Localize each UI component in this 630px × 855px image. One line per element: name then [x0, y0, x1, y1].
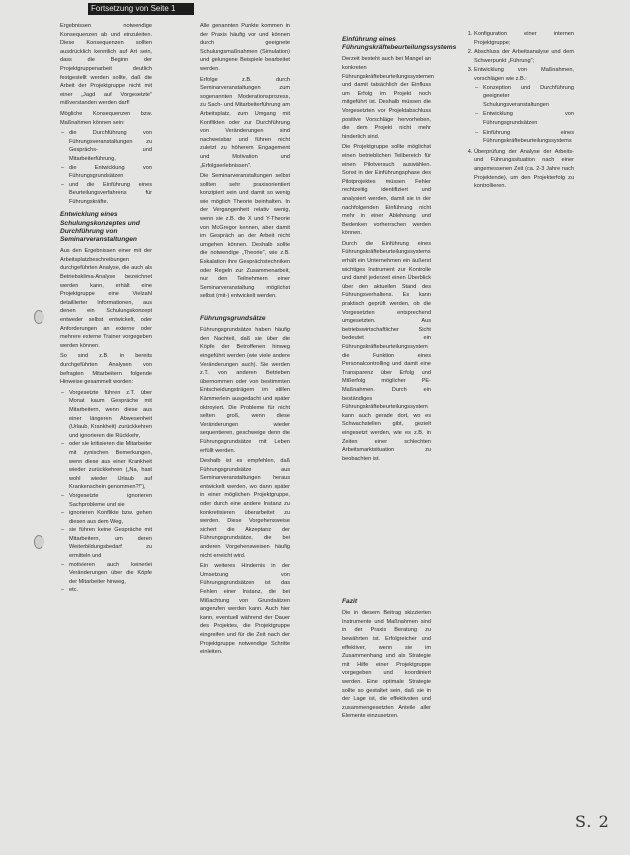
paragraph: Ein weiteres Hindernis in der Umsetzung von Führungsgrundsätzen ist das Fehlen einer Instanz, die bei Mißachtung von Grundsätzen angerufen werden kann. Auch hier kann, eventuell während der Dauer des Projektes, die Projektgruppe eingreifen und für die Zeit nach der Projektgruppe notwendige Schritte einleiten. [200, 563, 290, 656]
list-item: – Vorgesetzte führen z.T. über Monat kaum Gespräche mit Mitarbeitern, wenn diese aus einer längeren Abwesenheit (Urlaub, Krankheit) zurückkehren und ignorieren die Rückkehr, [69, 389, 152, 441]
section-heading: Führungsgrundsätze [200, 315, 266, 322]
paragraph: Führungsgrundsätze haben häufig den Nachteil, daß sie über die Köpfe der Betroffenen hinweg eingeführt werden (wie viele andere Veränderungen auch). Sie werden z.T. von anderen Betrieben übernommen oder von bestimmten Entscheidungsträgern im stillen Kämmerlein ausgedacht und später oktroyiert. Die Probleme für nicht selten groß, wenn diese Veränderungen wieder sequentieren, geschweige denn die Führungsgrundsätze mit Leben erfüllt werden. [200, 327, 290, 454]
list-item: – Vorgesetzte ignorieren Sachprobleme und sie [69, 492, 152, 509]
text-column-3-conclusion [342, 598, 431, 788]
list-item: 1. Konfiguration einer internen Projektgruppe; [474, 30, 574, 47]
paragraph: Die in diesem Beitrag skizzierten Instrumente und Maßnahmen sind in der Praxis Beratung zu bewährten ist. Erfolgreicher und effektiver, wenn sie im Zusammenhang und als Strategie mit Hilfe einer Projektgruppe vorgegeben und koordiniert werden. Eine optimale Strategie sollte so gestaltet sein, daß sie in der Lage ist, die effektivsten und zusammengesetzten Anteile aller Elemente einzusetzen. [342, 610, 431, 720]
section-heading: Einführung eines Führungskräftebeurteilungssystems [342, 36, 457, 52]
paragraph: Deshalb ist es empfehlen, daß Führungsgrundsätze aus Seminarveranstaltungen heraus entwickelt werden, wo dann später in einer möglichen Projektgruppe, oder durch eine andere Instanz zu konkretisieren überarbeitet zu werden. Diese Vorgehensweise sichert die Akzeptanz der Führungsgrundsätze, die bei anderen Vorgehensweisen häufig nicht erreicht wird. [200, 458, 290, 559]
paragraph: Mögliche Konsequenzen bzw. Maßnahmen können sein: [60, 110, 152, 126]
text-column-1 [60, 22, 152, 832]
paragraph: Aus den Ergebnissen einer mit der Arbeitsplatzbeschreibungen durchgeführten Analyse, die auch als Betriebsklima-Analyse bezeichnet werden kann, erhält eine Projektgruppe eine Vielzahl detaillierter Informationen, aus denen ein Schulungskonzept entweder selbst entwickelt, oder Anforderungen an externe oder mehrere externe Trainer vorgegeben werden können. [60, 248, 152, 349]
section-heading: Fazit [342, 598, 358, 605]
sub-list-item: – Entwicklung von Führungsgrundsätzen [483, 110, 574, 127]
page-number: S. 2 [575, 812, 610, 831]
continuation-header: Fortsetzung von Seite 1 [88, 3, 194, 15]
paragraph: So sind z.B. in bereits durchgeführten Analysen von befragten Mitarbeitern folgende Hinweise gesammelt worden: [60, 353, 152, 386]
list-item: – und die Einführung eines Beurteilungsverfahrens für Führungskräfte. [69, 181, 152, 207]
paragraph: Ergebnissen notwendige Konsequenzen ab und einzuleiten. Diese Konsequenzen sollten ausdrücklich kenntlich auf Art sein, dass die Beginn der Projektgruppenarbeit deutlich festgestellt werden sollte, daß die Arbeit der Projektgruppe nicht mit einer „Jagd auf Vorgesetzte" mißverstanden werden darf! [60, 23, 152, 107]
paragraph: Die Projektgruppe sollte möglichst einen betrieblichen Teilbereich für einen Pilotversuch auswählen. Sonst in der Einführungsphase des Pilotprojektes müssen Fehler rechtzeitig identifiziert und analysiert werden, damit sie in der nachfolgenden Einführung nicht mehr in einer Ablehnung und Bedenken vorherrschen werden können. [342, 144, 431, 237]
list-item: – sie führen keine Gespräche mit Mitarbeitern, um deren Weiterbildungsbedarf zu ermitteln und [69, 526, 152, 560]
list-item: 4. Überprüfung der Analyse der Arbeits- und Führungssituation nach einer angemessenen Zeit (ca. 2-3 Jahre nach Projektende), um den Projekterfolg zu kontrollieren. [474, 148, 574, 191]
section-heading: Entwicklung eines Schulungskonzeptes und Durchführung von Seminarveranstaltungen [60, 211, 140, 244]
text-column-2 [200, 22, 290, 852]
list-item: – motivieren auch keinerlei Veränderungen über die Köpfe der Mitarbeiter hinweg, [69, 561, 152, 587]
list-item: 2. Abschluss der Arbeitsanalyse und dem Schwerpunkt „Führung"; [474, 48, 574, 65]
paragraph: Erfolge z.B. durch Seminarveranstaltungen zum sogenannten Moderationsprozess, zu Sach- und Mitarbeiterführung am Arbeitsplatz, zum Umgang mit Konflikten oder zur Durchführung von Veränderungen sind nachweisbar und führen nicht zuletzt zu höherem Engagement und Motivation und „Erfolgserlebnissen". [200, 76, 290, 169]
list-item [474, 66, 574, 145]
punch-hole [34, 310, 44, 324]
text-column-3 [342, 36, 457, 556]
paragraph: Durch die Einführung eines Führungskräftebeurteilungssystems erhält ein Unternehmen ein äußerst wichtiges Instrument zur Kontrolle und damit jederzeit einen Überblick über den aktuellen Stand des Führungsverhaltens. Es kann praktisch geprüft werden, ob die Vorgesetzten entsprechend umgesetzten. Aus betriebswirtschaftlicher Sicht bedeutet ein Führungskräftebeurteilungssystem die Funktion eines Personalcontrolling und damit eine Transparenz über Erfolg und Mißerfolg möglicher PE-Maßnahmen. Durch ein beständiges Führungskräftebeurteilungssystem kann auch gerade dort, wo es Schwachstellen gibt, gezielt eingesetzt werden, wie es z.B. in Zeiten einer schlechten Arbeitsmarktsituation zu beobachten ist. [342, 240, 431, 462]
bullet-list [60, 129, 152, 206]
sub-list-item: – Konzeption und Durchführung geeigneter Schulungsveranstaltungen [483, 84, 574, 110]
paragraph: Alle genannten Punkte kommen in der Praxis häufig vor und können durch geeignete Schulungsmaßnahmen (Simulation) und gelungene Beispiele bearbeitet werden. [200, 23, 290, 72]
numbered-list [466, 30, 574, 191]
list-item-text: Entwicklung von Maßnahmen, vorschlägen wie z.B.: [474, 67, 574, 82]
list-item: – oder sie kritisieren die Mitarbeiter mit zynischen Bemerkungen, wenn diese aus einer Krankheit wieder zurückkehren („Na, hast wohl wieder Urlaub auf Krankenschein genommen?!"), [69, 440, 152, 492]
sub-list-item: – Einführung eines Führungskräftebeurteilungssystems [483, 129, 574, 146]
paragraph: Derzeit besteht auch bei Mangel an konkreten Führungskräftebeurteilungssystemen und damit tatsächlich der Einfluss um Erfolg im Projekt noch mitgeführt ist. Deshalb müssen die Vorgesetzten vor Projektabschluss positive Vorschläge hervorheben, die dem Projekt nicht mehr hinderlich sind. [342, 56, 435, 140]
list-item: – ignorieren Konflikte bzw. gehen diesen aus dem Weg, [69, 509, 152, 526]
punch-hole [34, 535, 44, 549]
list-item: – etc. [69, 586, 152, 595]
text-column-4 [466, 30, 574, 240]
list-item: – die Entwicklung von Führungsgrundsätzen [69, 164, 152, 181]
bullet-list [60, 389, 152, 595]
sub-list [474, 84, 574, 146]
list-item: – die Durchführung von Führungsveranstaltungen zu Gesprächs- und Mitarbeiterführung, [69, 129, 152, 163]
paragraph: Die Seminarveranstaltungen selbst sollten sehr praxisorientiert konzipiert sein und damit so wenig wie möglich Theorie beinhalten. In der Vergangenheit relativ wenig, wenn sie z.B. die X und Y-Theorie von McGregor kennen, aber damit im Gespräch an der Arbeit nicht umgehen können. Deshalb sollte die notwendige „Theorie", wie z.B. Eskalation ihre Gesprächstechniken oder Regeln zur Zusammenarbeit, nur den Teilnehmern einer Seminarveranstaltung möglichst selbst (mit-) entwickelt werden. [200, 173, 290, 300]
